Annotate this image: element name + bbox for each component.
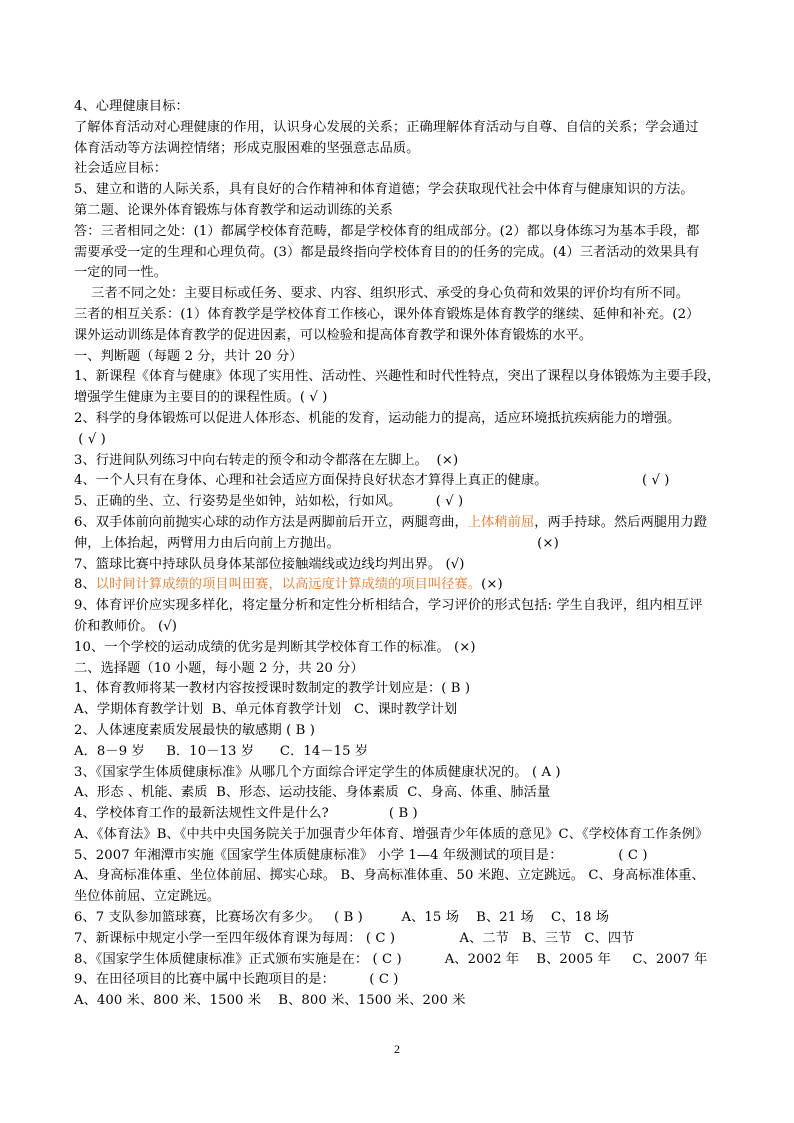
text-line: 社会适应目标： (74, 161, 168, 177)
question-6-line-2: 伸，上体抬起，两臂用力由后向前上方抛出。 (×) (74, 535, 559, 551)
question-line: 2、人体速度素质发展最快的敏感期 ( B ) (74, 722, 315, 738)
question-line: 3、《国家学生体质健康标准》从哪几个方面综合评定学生的体质健康状况的。 ( A ) (74, 764, 561, 780)
question-line: 1、新课程《体育与健康》体现了实用性、活动性、兴趣性和时代性特点，突出了课程以身体锻炼为主要手段， (74, 369, 721, 385)
question-line: 1、体育教师将某一教材内容按授课时数制定的教学计划应是：( B ) (74, 681, 471, 697)
q8-number: 8、 (74, 577, 96, 593)
q6-highlight: 上体稍前屈 (467, 514, 535, 530)
option-line: 坐位体前屈、立定跳远。 (74, 889, 221, 905)
question-line: 3、行进间队列练习中向右转走的预令和动令都落在左脚上。 (×) (74, 452, 459, 468)
question-line: 增强学生健康为主要目的的课程性质。( √ ) (74, 390, 328, 406)
option-line: A、学期体育教学计划 B、单元体育教学计划 C、课时教学计划 (74, 702, 458, 718)
text-line: 5、建立和谐的人际关系，具有良好的合作精神和体育道德；学会获取现代社会中体育与健康知识的方法。 (74, 182, 694, 198)
option-line: A．8－9 岁 B．10－13 岁 C．14－15 岁 (74, 743, 369, 759)
question-line: 7、新课标中规定小学一至四年级体育课为每周： ( C ) A、二节 B、三节 C、四节 (74, 930, 635, 946)
text-line: 三者不同之处：主要目标或任务、要求、内容、组织形式、承受的身心负荷和效果的评价均有所不同。 (74, 286, 690, 302)
text-line: 一定的同一性。 (74, 265, 168, 281)
text-line: 体育活动等方法调控情绪；形成克服困难的坚强意志品质。 (74, 140, 420, 156)
text-line: 课外运动训练是体育教学的促进因素，可以检验和提高体育教学和课外体育锻炼的水平。 (74, 327, 593, 343)
text-line: 三者的相互关系：(1）体育教学是学校体育工作核心，课外体育锻炼是体育教学的继续、延伸和补充。(2） (74, 306, 700, 322)
text-line: 4、心理健康目标： (74, 99, 189, 114)
question-line: 7、篮球比赛中持球队员身体某部位接触端线或边线均判出界。 (√) (74, 556, 465, 572)
page-number: 2 (394, 1042, 400, 1056)
section-heading: 二、选择题（10 小题，每小题 2 分，共 20 分） (74, 660, 364, 676)
question-line: 9、体育评价应实现多样化，将定量分析和定性分析相结合，学习评价的形式包括: 学生自我评，组内相互评 (74, 598, 703, 614)
question-line: 5、2007 年湘潭市实施《国家学生体质健康标准》 小学 1—4 年级测试的项目是： ( C ) (74, 847, 648, 863)
text-line: 了解体育活动对心理健康的作用，认识身心发展的关系；正确理解体育活动与自尊、自信的关系；学会通过 (74, 119, 699, 135)
question-line: 4、学校体育工作的最新法规性文件是什么? ( B ) (74, 806, 418, 822)
question-8-line (74, 575, 742, 596)
section-heading: 第二题、论课外体育锻炼与体育教学和运动训练的关系 (74, 202, 393, 218)
question-line: 9、在田径项目的比赛中属中长跑项目的是： ( C ) (74, 972, 399, 988)
question-6-line-1 (74, 513, 742, 534)
option-line: A、《体育法》B、《中共中央国务院关于加强青少年体育、增强青少年体质的意见》C、《学校体育工作条例》 (74, 826, 709, 842)
section-heading: 一、判断题（每题 2 分，共计 20 分） (74, 348, 303, 364)
question-line: 10、一个学校的运动成绩的优劣是判断其学校体育工作的标准。 (×) (74, 639, 476, 655)
question-line: 6、7 支队参加篮球赛，比赛场次有多少。 ( B ) A、15 场 B、21 场 C、18 场 (74, 910, 610, 926)
question-line: 2、科学的身体锻炼可以促进人体形态、机能的发育，运动能力的提高，适应环境抵抗疾病能力的增强。 (74, 410, 681, 426)
page-content (74, 97, 742, 1012)
question-line: 8、《国家学生体质健康标准》正式颁布实施是在： ( C ) A、2002 年 B、2005 年 C、2007 年 (74, 951, 708, 967)
text-line: 答：三者相同之处：(1）都属学校体育范畴，都是学校体育的组成部分。(2）都以身体练习为基本手段，都 (74, 223, 700, 239)
option-line: A、身高标准体重、坐位体前屈、掷实心球。 B、身高标准体重、50 米跑、立定跳远。 C、身高标准体重、 (74, 868, 705, 884)
text-line: 需要承受一定的生理和心理负荷。(3）都是最终指向学校体育目的的任务的完成。(4）三者活动的效果具有 (74, 244, 700, 260)
q6-text-c: ，两手持球。然后两腿用力蹬 (534, 514, 708, 530)
option-line: A、400 米、800 米、1500 米 B、800 米、1500 米、200 米 (74, 993, 466, 1009)
question-line: 价和教师价。 (√) (74, 618, 178, 634)
question-line: 5、正确的坐、立、行姿势是坐如钟，站如松，行如风。 ( √ ) (74, 494, 464, 510)
q8-answer: (×) (481, 577, 503, 593)
q8-highlight: 以时间计算成绩的项目叫田赛，以高远度计算成绩的项目叫径赛。 (95, 577, 482, 593)
question-line: ( √ ) (74, 431, 106, 447)
q6-text-a: 6、双手体前向前抛实心球的动作方法是两脚前后开立，两腿弯曲， (74, 514, 468, 530)
question-line: 4、一个人只有在身体、心理和社会适应方面保持良好状态才算得上真正的健康。 ( √ ) (74, 473, 670, 489)
option-line: A、形态 、机能、素质 B、形态、运动技能、身体素质 C、身高、体重、肺活量 (74, 785, 551, 801)
